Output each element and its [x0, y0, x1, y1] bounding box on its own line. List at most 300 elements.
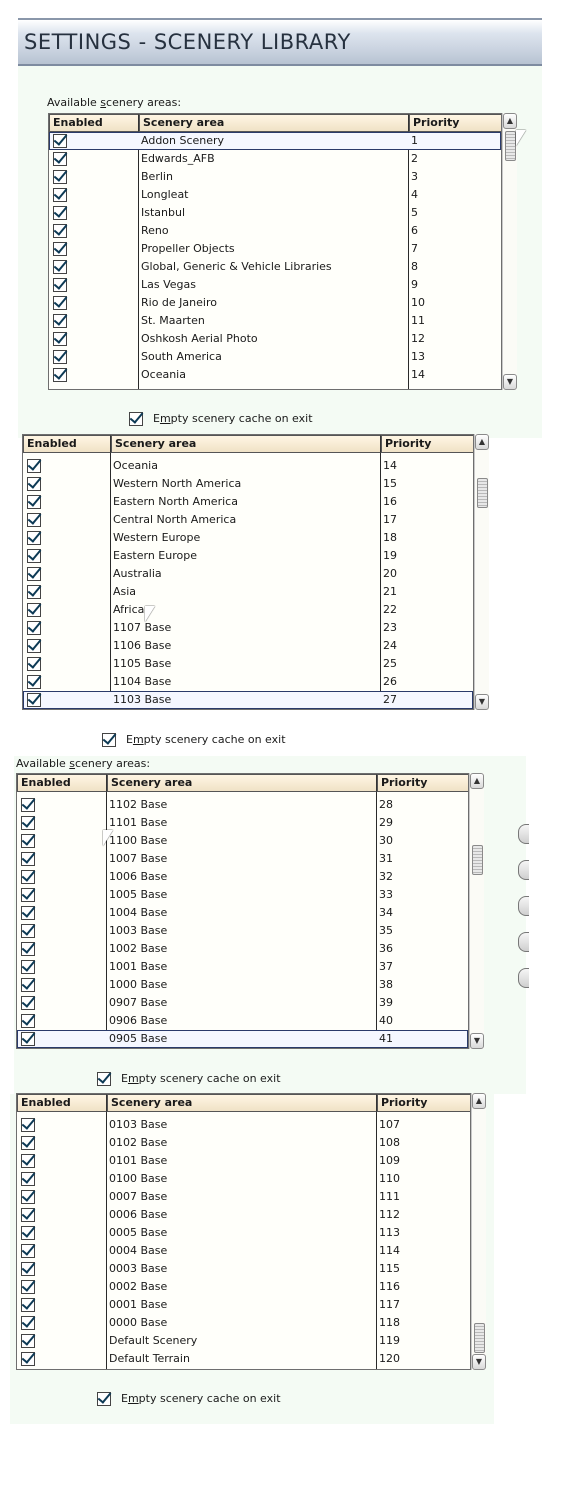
table-row[interactable] — [17, 976, 468, 994]
enabled-checkbox[interactable] — [21, 960, 35, 974]
table-row[interactable] — [17, 1278, 470, 1296]
enabled-checkbox[interactable] — [53, 242, 67, 256]
table-row[interactable] — [17, 1224, 470, 1242]
priority-value: 38 — [379, 978, 393, 991]
enabled-cell — [17, 1296, 107, 1314]
table-row[interactable] — [23, 637, 473, 655]
scenery-area-name: 0101 Base — [109, 1154, 168, 1167]
priority-value: 13 — [411, 350, 425, 363]
table-row[interactable] — [17, 1206, 470, 1224]
scenery-list-1[interactable] — [48, 113, 502, 390]
priority-value: 109 — [379, 1154, 400, 1167]
priority-value: 40 — [379, 1014, 393, 1027]
scrollbar-list-1[interactable] — [502, 113, 517, 390]
empty-cache-label: Empty scenery cache on exit — [121, 1392, 281, 1405]
enabled-checkbox[interactable] — [21, 1136, 35, 1150]
scroll-up-arrow-icon[interactable]: ▲ — [503, 113, 517, 129]
enabled-cell — [49, 276, 139, 294]
enabled-checkbox[interactable] — [27, 621, 41, 635]
enabled-checkbox[interactable] — [27, 531, 41, 545]
priority-value: 12 — [411, 332, 425, 345]
priority-value: 10 — [411, 296, 425, 309]
scenery-area-name: 1001 Base — [109, 960, 168, 973]
enabled-cell — [49, 330, 139, 348]
scenery-area-name: 1103 Base — [113, 693, 172, 706]
enabled-cell — [49, 366, 139, 384]
enabled-checkbox[interactable] — [27, 639, 41, 653]
enabled-checkbox[interactable] — [21, 1118, 35, 1132]
empty-cache-checkbox[interactable] — [129, 412, 143, 426]
enabled-cell — [17, 1278, 107, 1296]
priority-value: 19 — [383, 549, 397, 562]
enabled-cell — [23, 565, 111, 583]
enabled-checkbox[interactable] — [21, 834, 35, 848]
scenery-area-name: 1006 Base — [109, 870, 168, 883]
enabled-checkbox[interactable] — [27, 567, 41, 581]
scenery-area-name: Eastern Europe — [113, 549, 197, 562]
table-row[interactable] — [23, 565, 473, 583]
scrollbar-list-3[interactable] — [469, 773, 484, 1049]
scenery-area-name: 0001 Base — [109, 1298, 168, 1311]
column-header-enabled[interactable]: Enabled — [17, 774, 107, 792]
enabled-cell — [17, 886, 107, 904]
table-row[interactable] — [17, 1134, 470, 1152]
enabled-checkbox[interactable] — [21, 1190, 35, 1204]
enabled-checkbox[interactable] — [21, 1172, 35, 1186]
enabled-cell — [23, 673, 111, 691]
enabled-cell — [23, 655, 111, 673]
priority-value: 20 — [383, 567, 397, 580]
available-scenery-caption-2: Available scenery areas: — [16, 757, 151, 770]
table-row[interactable] — [17, 1170, 470, 1188]
priority-value: 17 — [383, 513, 397, 526]
priority-value: 9 — [411, 278, 418, 291]
scenery-area-name: Istanbul — [141, 206, 186, 219]
enabled-cell — [17, 976, 107, 994]
enabled-cell — [17, 1030, 107, 1048]
table-row[interactable] — [17, 1314, 470, 1332]
enabled-checkbox[interactable] — [21, 1334, 35, 1348]
table-row[interactable] — [17, 1030, 468, 1048]
column-header-priority[interactable]: Priority — [377, 774, 469, 792]
enabled-cell — [17, 814, 107, 832]
enabled-cell — [49, 150, 139, 168]
side-button[interactable] — [518, 824, 529, 844]
enabled-cell — [49, 168, 139, 186]
enabled-cell — [49, 258, 139, 276]
table-row[interactable] — [49, 366, 501, 384]
table-row[interactable] — [17, 886, 468, 904]
enabled-checkbox[interactable] — [27, 477, 41, 491]
table-row[interactable] — [23, 511, 473, 529]
enabled-checkbox[interactable] — [27, 585, 41, 599]
scenery-area-name: Reno — [141, 224, 169, 237]
table-row[interactable] — [23, 691, 473, 709]
scenery-area-name: Oshkosh Aerial Photo — [141, 332, 258, 345]
scenery-list-3[interactable] — [16, 773, 469, 1049]
enabled-checkbox[interactable] — [53, 206, 67, 220]
scenery-area-name: 0103 Base — [109, 1118, 168, 1131]
side-button[interactable] — [518, 932, 529, 952]
enabled-cell — [49, 222, 139, 240]
priority-value: 115 — [379, 1262, 400, 1275]
enabled-cell — [17, 1350, 107, 1368]
table-row[interactable] — [23, 655, 473, 673]
table-row[interactable] — [49, 330, 501, 348]
enabled-cell — [17, 1116, 107, 1134]
enabled-checkbox[interactable] — [53, 278, 67, 292]
enabled-checkbox[interactable] — [21, 1154, 35, 1168]
enabled-cell — [17, 940, 107, 958]
scenery-area-name: 0006 Base — [109, 1208, 168, 1221]
table-row[interactable] — [49, 276, 501, 294]
table-row[interactable] — [49, 204, 501, 222]
table-row[interactable] — [23, 619, 473, 637]
table-row[interactable] — [17, 1116, 470, 1134]
priority-value: 33 — [379, 888, 393, 901]
scenery-area-name: 1107 Base — [113, 621, 172, 634]
table-row[interactable] — [49, 240, 501, 258]
table-row[interactable] — [23, 493, 473, 511]
scenery-area-name: Default Terrain — [109, 1352, 190, 1365]
priority-value: 110 — [379, 1172, 400, 1185]
priority-value: 36 — [379, 942, 393, 955]
side-button[interactable] — [518, 896, 529, 916]
enabled-checkbox[interactable] — [21, 798, 35, 812]
priority-value: 113 — [379, 1226, 400, 1239]
table-row[interactable] — [17, 994, 468, 1012]
table-row[interactable] — [23, 475, 473, 493]
column-header-priority[interactable]: Priority — [381, 435, 474, 453]
scenery-area-name: 1100 Base — [109, 834, 168, 847]
scenery-area-name: 0100 Base — [109, 1172, 168, 1185]
scenery-area-name: Asia — [113, 585, 137, 598]
scenery-area-name: 0907 Base — [109, 996, 168, 1009]
enabled-checkbox[interactable] — [21, 924, 35, 938]
enabled-checkbox[interactable] — [53, 134, 67, 148]
enabled-cell — [49, 348, 139, 366]
table-row[interactable] — [17, 1188, 470, 1206]
priority-value: 35 — [379, 924, 393, 937]
table-row[interactable] — [17, 1012, 468, 1030]
scenery-area-name: Rio de Janeiro — [141, 296, 217, 309]
table-row[interactable] — [23, 457, 473, 475]
table-row[interactable] — [49, 150, 501, 168]
scroll-thumb[interactable] — [505, 131, 516, 161]
scenery-area-name: 0002 Base — [109, 1280, 168, 1293]
scenery-area-name: South America — [141, 350, 222, 363]
priority-value: 22 — [383, 603, 397, 616]
priority-value: 8 — [411, 260, 418, 273]
table-row[interactable] — [17, 850, 468, 868]
enabled-cell — [17, 1206, 107, 1224]
scenery-area-name: 0005 Base — [109, 1226, 168, 1239]
column-header-priority[interactable]: Priority — [377, 1094, 471, 1112]
enabled-checkbox[interactable] — [27, 459, 41, 473]
enabled-checkbox[interactable] — [27, 675, 41, 689]
enabled-checkbox[interactable] — [27, 693, 41, 707]
scenery-area-name: Oceania — [141, 368, 186, 381]
scenery-area-name: Central North America — [113, 513, 237, 526]
enabled-cell — [17, 1188, 107, 1206]
enabled-cell — [17, 868, 107, 886]
priority-value: 1 — [411, 134, 418, 147]
priority-value: 15 — [383, 477, 397, 490]
priority-value: 34 — [379, 906, 393, 919]
scenery-area-name: Addon Scenery — [141, 134, 225, 147]
column-header-scenery-area[interactable]: Scenery area — [111, 435, 381, 453]
enabled-cell — [49, 186, 139, 204]
enabled-checkbox[interactable] — [53, 314, 67, 328]
scroll-down-arrow-icon[interactable]: ▼ — [475, 694, 489, 710]
scroll-thumb[interactable] — [472, 845, 483, 875]
scroll-down-arrow-icon[interactable]: ▼ — [472, 1354, 486, 1370]
list-header — [49, 114, 502, 132]
priority-value: 23 — [383, 621, 397, 634]
priority-value: 5 — [411, 206, 418, 219]
column-header-enabled[interactable]: Enabled — [17, 1094, 107, 1112]
enabled-cell — [17, 904, 107, 922]
scroll-thumb[interactable] — [474, 1323, 485, 1353]
priority-value: 14 — [383, 459, 397, 472]
enabled-checkbox[interactable] — [53, 368, 67, 382]
enabled-checkbox[interactable] — [21, 1316, 35, 1330]
enabled-checkbox[interactable] — [21, 1014, 35, 1028]
empty-cache-label: Empty scenery cache on exit — [121, 1072, 281, 1085]
table-row[interactable] — [17, 1242, 470, 1260]
scenery-area-name: Longleat — [141, 188, 189, 201]
enabled-checkbox[interactable] — [53, 152, 67, 166]
enabled-cell — [23, 529, 111, 547]
scenery-area-name: 0102 Base — [109, 1136, 168, 1149]
enabled-cell — [23, 493, 111, 511]
table-row[interactable] — [17, 1260, 470, 1278]
priority-value: 14 — [411, 368, 425, 381]
enabled-checkbox[interactable] — [21, 906, 35, 920]
table-row[interactable] — [17, 868, 468, 886]
empty-cache-label: Empty scenery cache on exit — [126, 733, 286, 746]
enabled-checkbox[interactable] — [21, 1352, 35, 1366]
enabled-checkbox[interactable] — [27, 549, 41, 563]
enabled-cell — [17, 1152, 107, 1170]
table-row[interactable] — [49, 312, 501, 330]
enabled-checkbox[interactable] — [21, 1280, 35, 1294]
available-scenery-caption: Available scenery areas: — [47, 96, 182, 109]
list-header — [23, 435, 474, 453]
scroll-up-arrow-icon[interactable]: ▲ — [472, 1093, 486, 1109]
table-row[interactable] — [23, 673, 473, 691]
side-button[interactable] — [518, 968, 529, 988]
enabled-checkbox[interactable] — [21, 1298, 35, 1312]
scenery-area-name: 1002 Base — [109, 942, 168, 955]
scenery-area-name: Australia — [113, 567, 162, 580]
enabled-checkbox[interactable] — [21, 996, 35, 1010]
list-header — [17, 1094, 471, 1112]
enabled-checkbox[interactable] — [53, 224, 67, 238]
priority-value: 41 — [379, 1032, 393, 1045]
scenery-area-name: 0906 Base — [109, 1014, 168, 1027]
column-header-scenery-area[interactable]: Scenery area — [107, 774, 377, 792]
priority-value: 28 — [379, 798, 393, 811]
table-row[interactable] — [17, 814, 468, 832]
enabled-cell — [17, 1242, 107, 1260]
enabled-checkbox[interactable] — [21, 1226, 35, 1240]
enabled-cell — [23, 511, 111, 529]
scenery-area-name: Default Scenery — [109, 1334, 198, 1347]
enabled-checkbox[interactable] — [27, 657, 41, 671]
table-row[interactable] — [17, 958, 468, 976]
enabled-checkbox[interactable] — [53, 188, 67, 202]
enabled-cell — [17, 832, 107, 850]
enabled-checkbox[interactable] — [27, 495, 41, 509]
enabled-checkbox[interactable] — [21, 816, 35, 830]
table-row[interactable] — [23, 547, 473, 565]
priority-value: 29 — [379, 816, 393, 829]
enabled-cell — [23, 619, 111, 637]
scroll-up-arrow-icon[interactable]: ▲ — [470, 773, 484, 789]
scenery-area-name: 0003 Base — [109, 1262, 168, 1275]
enabled-checkbox[interactable] — [53, 260, 67, 274]
priority-value: 27 — [383, 693, 397, 706]
table-row[interactable] — [17, 832, 468, 850]
scenery-area-name: 0004 Base — [109, 1244, 168, 1257]
priority-value: 21 — [383, 585, 397, 598]
scroll-up-arrow-icon[interactable]: ▲ — [475, 434, 489, 450]
enabled-cell — [17, 1134, 107, 1152]
enabled-cell — [17, 1332, 107, 1350]
priority-value: 120 — [379, 1352, 400, 1365]
empty-cache-label: Empty scenery cache on exit — [153, 412, 313, 425]
table-row[interactable] — [49, 186, 501, 204]
empty-cache-checkbox[interactable] — [97, 1392, 111, 1406]
priority-value: 24 — [383, 639, 397, 652]
table-row[interactable] — [49, 294, 501, 312]
scroll-down-arrow-icon[interactable]: ▼ — [470, 1033, 484, 1049]
scenery-area-name: 1005 Base — [109, 888, 168, 901]
column-header-enabled[interactable]: Enabled — [23, 435, 111, 453]
priority-value: 11 — [411, 314, 425, 327]
column-header-scenery-area[interactable]: Scenery area — [139, 114, 409, 132]
scenery-area-name: 1106 Base — [113, 639, 172, 652]
empty-cache-checkbox[interactable] — [97, 1072, 111, 1086]
priority-value: 117 — [379, 1298, 400, 1311]
priority-value: 108 — [379, 1136, 400, 1149]
enabled-cell — [17, 994, 107, 1012]
table-row[interactable] — [49, 222, 501, 240]
enabled-checkbox[interactable] — [21, 888, 35, 902]
enabled-cell — [49, 240, 139, 258]
column-header-enabled[interactable]: Enabled — [49, 114, 139, 132]
column-header-scenery-area[interactable]: Scenery area — [107, 1094, 377, 1112]
enabled-cell — [17, 958, 107, 976]
priority-value: 39 — [379, 996, 393, 1009]
page-title: SETTINGS - SCENERY LIBRARY — [24, 30, 351, 54]
scenery-area-name: Global, Generic & Vehicle Libraries — [141, 260, 332, 273]
table-row[interactable] — [17, 922, 468, 940]
enabled-checkbox[interactable] — [53, 170, 67, 184]
enabled-checkbox[interactable] — [27, 603, 41, 617]
table-row[interactable] — [17, 1350, 470, 1368]
scrollbar-list-2[interactable] — [474, 434, 489, 710]
enabled-checkbox[interactable] — [21, 1208, 35, 1222]
enabled-checkbox[interactable] — [53, 296, 67, 310]
scenery-area-name: Western Europe — [113, 531, 201, 544]
table-row[interactable] — [23, 529, 473, 547]
scenery-area-name: 1000 Base — [109, 978, 168, 991]
priority-value: 26 — [383, 675, 397, 688]
scrollbar-list-4[interactable] — [471, 1093, 486, 1370]
enabled-checkbox[interactable] — [21, 1032, 35, 1046]
scenery-list-4[interactable] — [16, 1093, 471, 1370]
scenery-area-name: Western North America — [113, 477, 242, 490]
table-row[interactable] — [17, 1152, 470, 1170]
enabled-checkbox[interactable] — [21, 1244, 35, 1258]
enabled-cell — [23, 583, 111, 601]
table-row[interactable] — [23, 583, 473, 601]
enabled-cell — [23, 691, 111, 709]
table-row[interactable] — [17, 1332, 470, 1350]
scenery-area-name: 1104 Base — [113, 675, 172, 688]
table-row[interactable] — [49, 132, 501, 150]
enabled-checkbox[interactable] — [21, 870, 35, 884]
table-row[interactable] — [23, 601, 473, 619]
table-row[interactable] — [17, 940, 468, 958]
enabled-checkbox[interactable] — [21, 942, 35, 956]
enabled-cell — [23, 475, 111, 493]
enabled-cell — [49, 132, 139, 150]
scenery-area-name: Edwards_AFB — [141, 152, 215, 165]
priority-value: 32 — [379, 870, 393, 883]
priority-value: 7 — [411, 242, 418, 255]
enabled-cell — [23, 601, 111, 619]
priority-value: 116 — [379, 1280, 400, 1293]
table-row[interactable] — [17, 1296, 470, 1314]
table-row[interactable] — [17, 796, 468, 814]
enabled-checkbox[interactable] — [21, 978, 35, 992]
priority-value: 6 — [411, 224, 418, 237]
table-row[interactable] — [17, 904, 468, 922]
table-row[interactable] — [49, 258, 501, 276]
enabled-cell — [23, 637, 111, 655]
table-row[interactable] — [49, 348, 501, 366]
enabled-cell — [17, 850, 107, 868]
scroll-thumb[interactable] — [477, 478, 488, 508]
enabled-cell — [49, 312, 139, 330]
priority-value: 30 — [379, 834, 393, 847]
side-button[interactable] — [518, 860, 529, 880]
scroll-down-arrow-icon[interactable]: ▼ — [503, 374, 517, 390]
scenery-area-name: Africa — [113, 603, 145, 616]
scenery-area-name: 1007 Base — [109, 852, 168, 865]
enabled-cell — [23, 457, 111, 475]
empty-cache-checkbox[interactable] — [102, 733, 116, 747]
enabled-cell — [17, 922, 107, 940]
priority-value: 2 — [411, 152, 418, 165]
scenery-area-name: 0007 Base — [109, 1190, 168, 1203]
priority-value: 4 — [411, 188, 418, 201]
scenery-area-name: Las Vegas — [141, 278, 196, 291]
priority-value: 16 — [383, 495, 397, 508]
column-header-priority[interactable]: Priority — [409, 114, 502, 132]
enabled-checkbox[interactable] — [27, 513, 41, 527]
priority-value: 3 — [411, 170, 418, 183]
enabled-checkbox[interactable] — [53, 350, 67, 364]
enabled-checkbox[interactable] — [53, 332, 67, 346]
scenery-list-2[interactable] — [22, 434, 474, 710]
enabled-checkbox[interactable] — [21, 852, 35, 866]
table-row[interactable] — [49, 168, 501, 186]
enabled-checkbox[interactable] — [21, 1262, 35, 1276]
